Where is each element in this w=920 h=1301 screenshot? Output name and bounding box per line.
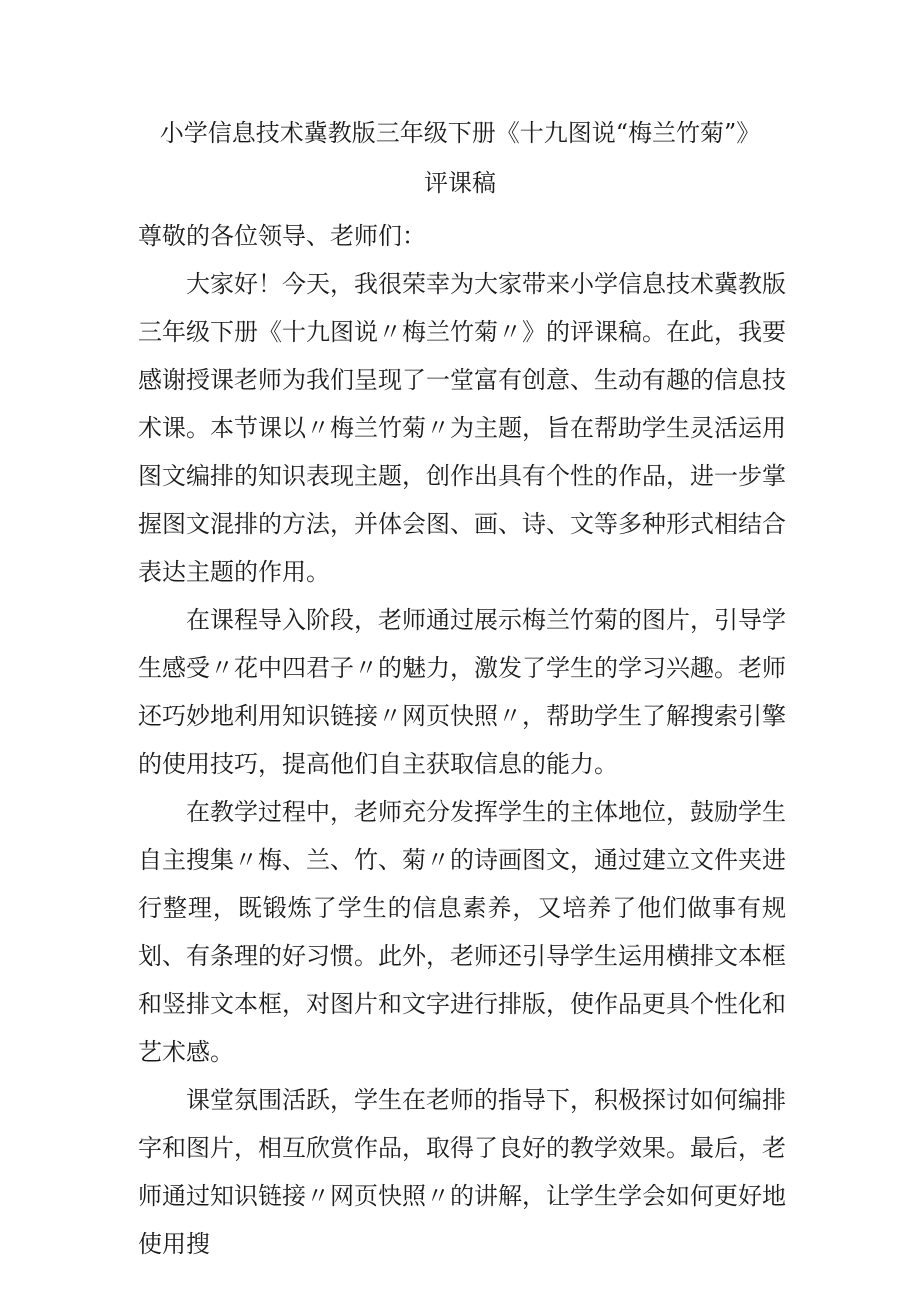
document-body [138, 212, 786, 1268]
document-title-line-1: 小学信息技术冀教版三年级下册《十九图说“梅兰竹菊”》 [159, 119, 761, 147]
paragraph-4: 课堂氛围活跃，学生在老师的指导下，积极探讨如何编排字和图片，相互欣赏作品，取得了良好的教学效果。最后，老师通过知识链接〃网页快照〃的讲解，让学生学会如何更好地使用搜 [138, 1086, 786, 1258]
paragraph-1: 大家好！今天，我很荣幸为大家带来小学信息技术冀教版三年级下册《十九图说〃梅兰竹菊〃》的评课稿。在此，我要感谢授课老师为我们呈现了一堂富有创意、生动有趣的信息技术课。本节课以〃梅兰竹菊〃为主题，旨在帮助学生灵活运用图文编排的知识表现主题，创作出具有个性的作品，进一步掌握图文混排的方法，并体会图、画、诗、文等多种形式相结合表达主题的作用。 [138, 270, 786, 586]
salutation: 尊敬的各位领导、老师们： [138, 222, 426, 250]
document-title-line-2: 评课稿 [424, 169, 496, 197]
paragraph-2: 在课程导入阶段，老师通过展示梅兰竹菊的图片，引导学生感受〃花中四君子〃的魅力，激发了学生的学习兴趣。老师还巧妙地利用知识链接〃网页快照〃，帮助学生了解搜索引擎的使用技巧，提高他们自主获取信息的能力。 [138, 606, 786, 778]
paragraph-3: 在教学过程中，老师充分发挥学生的主体地位，鼓励学生自主搜集〃梅、兰、竹、菊〃的诗画图文，通过建立文件夹进行整理，既锻炼了学生的信息素养，又培养了他们做事有规划、有条理的好习惯。此外，老师还引导学生运用横排文本框和竖排文本框，对图片和文字进行排版，使作品更具个性化和艺术感。 [138, 798, 786, 1066]
